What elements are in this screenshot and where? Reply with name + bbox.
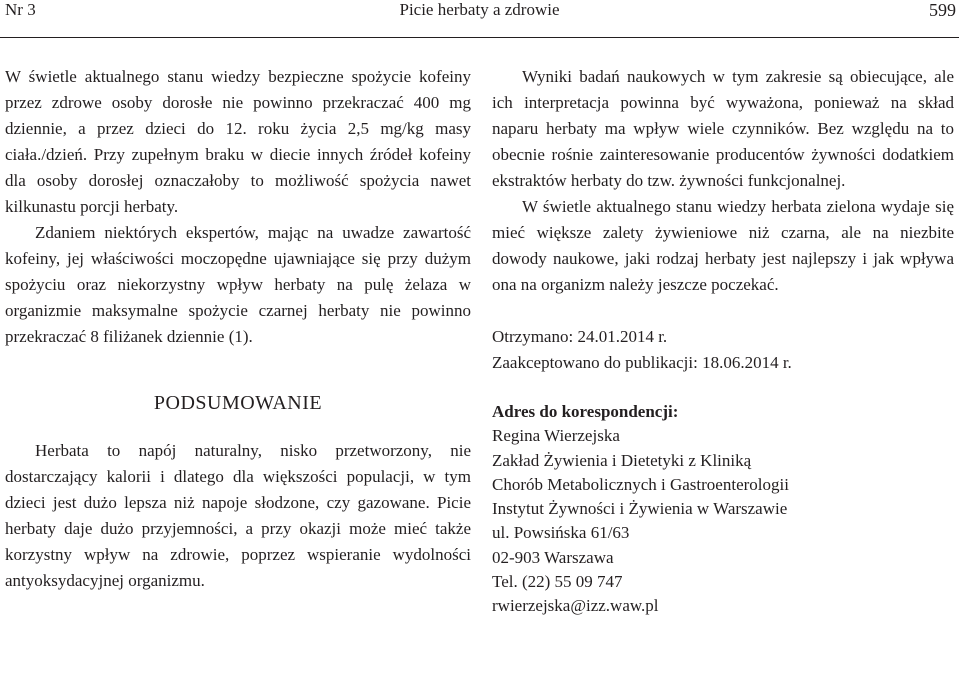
- running-title: Picie herbaty a zdrowie: [399, 0, 560, 19]
- street-address: ul. Powsińska 61/63: [492, 523, 630, 543]
- department-line-1: Zakład Żywienia i Dietetyki z Kliniką: [492, 450, 752, 470]
- received-date: Otrzymano: 24.01.2014 r.: [492, 327, 668, 346]
- accepted-date: Zaakceptowano do publikacji: 18.06.2014 r.: [492, 353, 792, 372]
- page-header: [0, 0, 959, 40]
- summary-paragraph: Herbata to napój naturalny, nisko przetworzony, nie dostarczający kalorii i dlatego dla większości populacji, w tym dzieci jest dużo lepsza niż napoje słodzone, czy gazowane. Picie herbaty daje dużo przyjemności, a przy okazji może mieć także korzystny wpływ na zdrowie, poprzez wspieranie wydolności antyoksydacyjnej organizmu.: [5, 441, 471, 590]
- caffeine-paragraph: W świetle aktualnego stanu wiedzy bezpieczne spożycie kofeiny przez zdrowe osoby dorosłe nie powinno przekraczać 400 mg dziennie, a przez dzieci do 12. roku życia 2,5 mg/kg masy ciała./dzień. Przy zupełnym braku w diecie innych źródeł kofeiny dla osoby dorosłej oznaczałoby to możliwość spożycia nawet kilkunastu porcji herbaty.: [5, 67, 471, 216]
- correspondence-address: [492, 400, 954, 619]
- header-rule: [0, 37, 959, 38]
- phone-number: Tel. (22) 55 09 747: [492, 572, 623, 592]
- research-paragraph: Wyniki badań naukowych w tym zakresie są obiecujące, ale ich interpretacja powinna być wyważona, ponieważ na skład naparu herbaty ma wpływ wiele czynników. Bez względu na to obecnie rośnie zainteresowanie producentów żywności dodatkiem ekstraktów herbaty do tzw. żywności funkcjonalnej.: [492, 67, 954, 190]
- green-tea-paragraph: W świetle aktualnego stanu wiedzy herbata zielona wydaje się mieć większe zalety żywieniowe niż czarna, ale na niezbite dowody naukowe, jaki rodzaj herbaty jest najlepszy i jak wpływa ona na organizm należy jeszcze poczekać.: [492, 197, 954, 294]
- author-name: Regina Wierzejska: [492, 426, 620, 446]
- left-column: [5, 64, 471, 594]
- publication-dates: [492, 324, 954, 376]
- address-heading: Adres do korespondencji:: [492, 402, 679, 421]
- section-heading: PODSUMOWANIE: [153, 392, 323, 414]
- department-line-2: Chorób Metabolicznych i Gastroenterologii: [492, 474, 789, 494]
- email-address: rwierzejska@izz.waw.pl: [492, 596, 659, 616]
- institute-name: Instytut Żywności i Żywienia w Warszawie: [492, 499, 788, 519]
- issue-number: Nr 3: [5, 0, 36, 19]
- postal-city: 02-903 Warszawa: [492, 547, 614, 567]
- experts-paragraph: Zdaniem niektórych ekspertów, mając na uwadze zawartość kofeiny, jej właściwości moczopędne ujawniające się przy dużym spożyciu oraz niekorzystny wpływ herbaty na pulę żelaza w organizmie maksymalne spożycie czarnej herbaty nie powinno przekraczać 8 filiżanek dziennie (1).: [5, 223, 471, 346]
- right-column: [492, 64, 954, 619]
- page-number: 599: [929, 0, 956, 20]
